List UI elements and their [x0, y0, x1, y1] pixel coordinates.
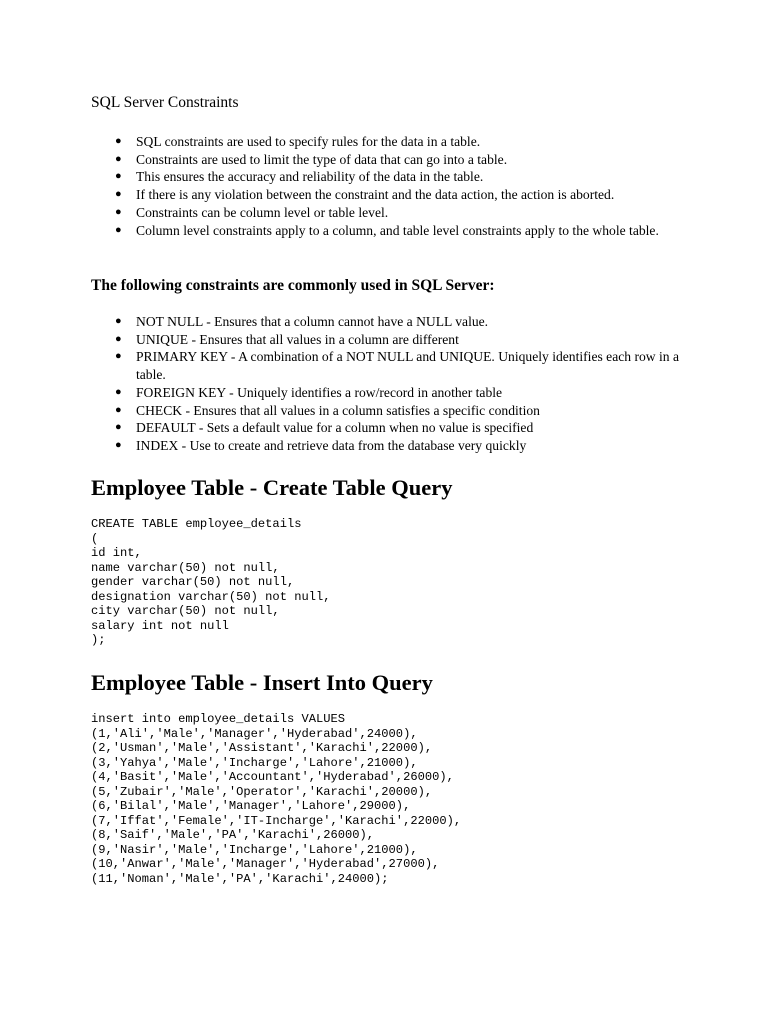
bullet-icon: ● — [115, 421, 122, 434]
list-item-text: FOREIGN KEY - Uniquely identifies a row/record in another table — [136, 384, 503, 400]
code-line: salary int not null — [91, 618, 229, 633]
code-line: (10,'Anwar','Male','Manager','Hyderabad',27000), — [91, 857, 440, 871]
bullet-icon: ● — [115, 205, 122, 218]
code-line: (1,'Ali','Male','Manager','Hyderabad',24000), — [91, 726, 418, 741]
insert-into-section-title: Employee Table - Insert Into Query — [91, 670, 433, 695]
list-item — [91, 151, 681, 169]
create-table-code-block — [91, 517, 331, 648]
intro-bullet-list — [91, 133, 681, 239]
list-item — [91, 348, 681, 383]
list-item — [91, 437, 681, 455]
code-line: ( — [91, 531, 99, 546]
bullet-icon: ● — [115, 223, 122, 236]
code-line: designation varchar(50) not null, — [91, 589, 331, 604]
bullet-icon: ● — [115, 332, 122, 345]
list-item-text: If there is any violation between the constraint and the data action, the action is aborted. — [136, 187, 615, 203]
code-line: CREATE TABLE employee_details — [91, 517, 302, 531]
code-line: insert into employee_details VALUES — [91, 712, 346, 726]
bullet-icon: ● — [115, 170, 122, 183]
code-line: (5,'Zubair','Male','Operator','Karachi',20000), — [91, 784, 433, 799]
code-line: ); — [91, 633, 106, 647]
bullet-icon: ● — [115, 385, 122, 398]
bullet-icon: ● — [115, 188, 122, 201]
constraints-heading: The following constraints are commonly used in SQL Server: — [91, 277, 495, 294]
list-item — [91, 402, 681, 420]
list-item-text: NOT NULL - Ensures that a column cannot have a NULL value. — [136, 314, 489, 329]
bullet-icon: ● — [115, 315, 122, 327]
code-line: (6,'Bilal','Male','Manager','Lahore',29000), — [91, 799, 411, 813]
list-item — [91, 331, 681, 349]
list-item-text: Constraints can be column level or table level. — [136, 204, 389, 220]
code-line: (2,'Usman','Male','Assistant','Karachi',22000), — [91, 741, 433, 755]
code-line: id int, — [91, 546, 142, 560]
bullet-icon: ● — [115, 350, 122, 363]
bullet-icon: ● — [115, 403, 122, 416]
list-item-text: Column level constraints apply to a column, and table level constraints apply to the whole table. — [136, 222, 659, 238]
list-item — [91, 204, 681, 222]
code-line: (7,'Iffat','Female','IT-Incharge','Karachi',22000), — [91, 813, 462, 828]
constraints-bullet-list — [91, 313, 681, 455]
list-item-text: UNIQUE - Ensures that all values in a column are different — [136, 331, 459, 347]
bullet-icon: ● — [115, 135, 122, 147]
code-line: gender varchar(50) not null, — [91, 575, 295, 589]
bullet-icon: ● — [115, 438, 122, 451]
insert-into-code-block — [91, 712, 461, 886]
list-item — [91, 313, 681, 331]
list-item-text: PRIMARY KEY - A combination of a NOT NULL and UNIQUE. Uniquely identifies each row in a table. — [136, 349, 680, 383]
list-item — [91, 186, 681, 204]
code-line: (3,'Yahya','Male','Incharge','Lahore',21000), — [91, 755, 418, 770]
list-item — [91, 133, 681, 151]
code-line: (9,'Nasir','Male','Incharge','Lahore',21000), — [91, 842, 418, 857]
list-item — [91, 419, 681, 437]
list-item — [91, 384, 681, 402]
bullet-icon: ● — [115, 152, 122, 165]
code-line: (4,'Basit','Male','Accountant','Hyderabad',26000), — [91, 770, 454, 784]
list-item — [91, 222, 681, 240]
create-table-section-title: Employee Table - Create Table Query — [91, 475, 453, 500]
code-line: city varchar(50) not null, — [91, 604, 280, 618]
list-item-text: SQL constraints are used to specify rules for the data in a table. — [136, 134, 481, 149]
code-line: (11,'Noman','Male','PA','Karachi',24000); — [91, 871, 389, 886]
list-item-text: This ensures the accuracy and reliability of the data in the table. — [136, 169, 484, 185]
page-title: SQL Server Constraints — [91, 94, 239, 111]
list-item-text: INDEX - Use to create and retrieve data from the database very quickly — [136, 437, 527, 453]
list-item-text: CHECK - Ensures that all values in a column satisfies a specific condition — [136, 402, 540, 418]
list-item-text: DEFAULT - Sets a default value for a column when no value is specified — [136, 420, 534, 436]
list-item — [91, 168, 681, 186]
code-line: name varchar(50) not null, — [91, 560, 280, 575]
code-line: (8,'Saif','Male','PA','Karachi',26000), — [91, 828, 375, 842]
list-item-text: Constraints are used to limit the type of data that can go into a table. — [136, 151, 508, 167]
